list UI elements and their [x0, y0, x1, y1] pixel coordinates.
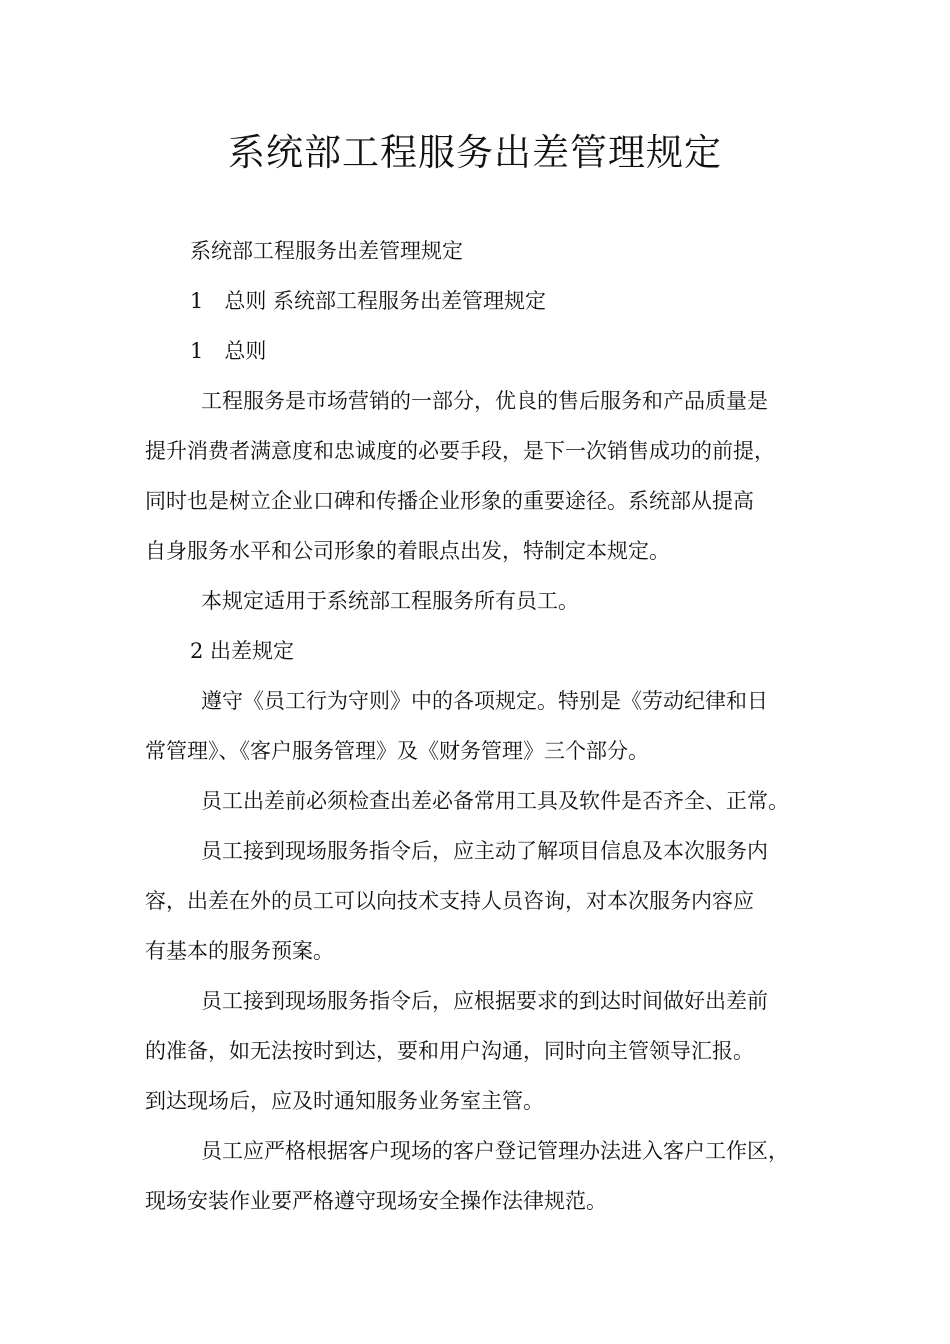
body-line-subtitle: 系统部工程服务出差管理规定	[190, 239, 463, 263]
body-line: 容，出差在外的员工可以向技术支持人员咨询，对本次服务内容应	[145, 889, 754, 913]
body-line: 本规定适用于系统部工程服务所有员工。	[201, 589, 579, 613]
body-line: 员工应严格根据客户现场的客户登记管理办法进入客户工作区，	[201, 1139, 789, 1163]
body-line: 自身服务水平和公司形象的着眼点出发，特制定本规定。	[145, 539, 670, 563]
body-line: 员工接到现场服务指令后，应主动了解项目信息及本次服务内	[201, 839, 768, 863]
body-line: 的准备，如无法按时到达，要和用户沟通，同时向主管领导汇报。	[145, 1039, 754, 1063]
body-line: 遵守《员工行为守则》中的各项规定。特别是《劳动纪律和日	[201, 689, 768, 713]
body-line: 现场安装作业要严格遵守现场安全操作法律规范。	[145, 1189, 607, 1213]
body-line: 同时也是树立企业口碑和传播企业形象的重要途径。系统部从提高	[145, 489, 754, 513]
body-line: 工程服务是市场营销的一部分，优良的售后服务和产品质量是	[201, 389, 768, 413]
body-line-section-2: 2 出差规定	[190, 639, 295, 663]
body-line: 有基本的服务预案。	[145, 939, 334, 963]
body-line: 到达现场后，应及时通知服务业务室主管。	[145, 1089, 544, 1113]
body-line-section-1-heading: 1 总则 系统部工程服务出差管理规定	[190, 289, 547, 313]
body-line: 员工接到现场服务指令后，应根据要求的到达时间做好出差前	[201, 989, 768, 1013]
document-title: 系统部工程服务出差管理规定	[228, 131, 722, 174]
body-line: 常管理》、《客户服务管理》及《财务管理》三个部分。	[145, 739, 649, 763]
body-line-section-1: 1 总则	[190, 339, 267, 363]
body-line: 员工出差前必须检查出差必备常用工具及软件是否齐全、正常。	[201, 789, 789, 813]
body-line: 提升消费者满意度和忠诚度的必要手段，是下一次销售成功的前提，	[145, 439, 775, 463]
